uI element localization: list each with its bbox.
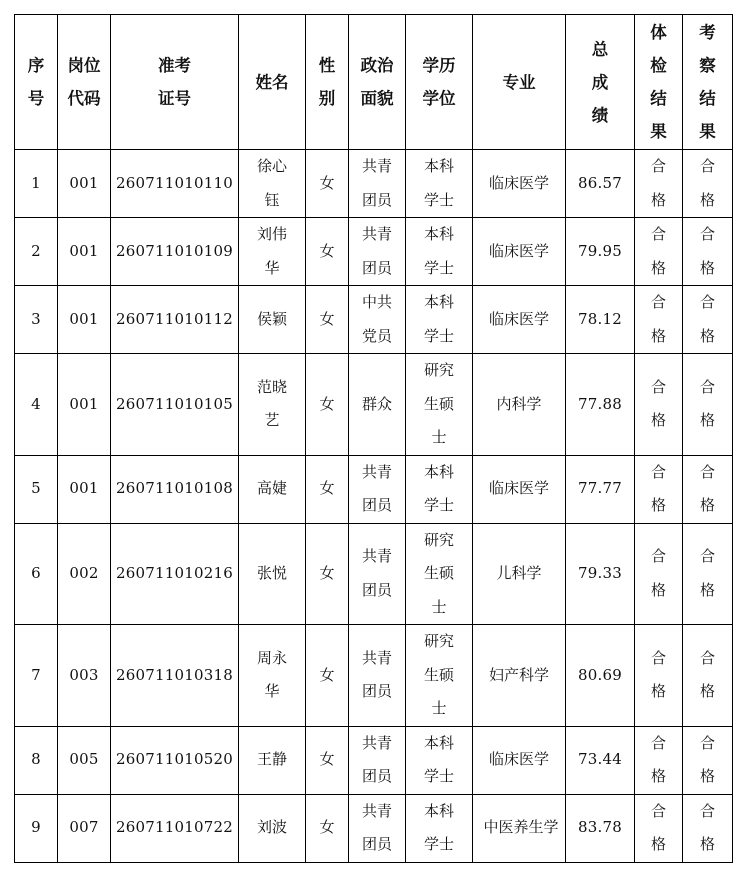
cell-name: 张悦 (239, 523, 306, 625)
cell-physical: 合格 (635, 794, 683, 862)
table-row (15, 354, 733, 456)
cell-post-code: 001 (58, 455, 111, 523)
cell-seq: 1 (15, 150, 58, 218)
cell-score: 79.95 (566, 218, 635, 286)
cell-politics: 共青团员 (349, 625, 406, 727)
cell-physical: 合格 (635, 150, 683, 218)
cell-seq: 2 (15, 218, 58, 286)
cell-seq: 7 (15, 625, 58, 727)
cell-name: 刘波 (239, 794, 306, 862)
cell-seq: 9 (15, 794, 58, 862)
cell-major: 临床医学 (473, 218, 566, 286)
cell-politics: 共青团员 (349, 794, 406, 862)
table-row (15, 523, 733, 625)
cell-seq: 5 (15, 455, 58, 523)
cell-score: 80.69 (566, 625, 635, 727)
cell-gender: 女 (306, 354, 349, 456)
cell-physical: 合格 (635, 286, 683, 354)
cell-inspection: 合格 (683, 794, 733, 862)
cell-major: 妇产科学 (473, 625, 566, 727)
cell-gender: 女 (306, 523, 349, 625)
cell-post-code: 001 (58, 218, 111, 286)
cell-exam-no: 260711010110 (111, 150, 239, 218)
header-degree: 学历学位 (406, 15, 473, 150)
table-row (15, 150, 733, 218)
cell-politics: 共青团员 (349, 455, 406, 523)
cell-gender: 女 (306, 455, 349, 523)
cell-major: 临床医学 (473, 455, 566, 523)
cell-politics: 群众 (349, 354, 406, 456)
cell-major: 临床医学 (473, 286, 566, 354)
cell-exam-no: 260711010108 (111, 455, 239, 523)
cell-score: 77.77 (566, 455, 635, 523)
cell-seq: 8 (15, 726, 58, 794)
cell-major: 临床医学 (473, 726, 566, 794)
cell-physical: 合格 (635, 523, 683, 625)
cell-gender: 女 (306, 150, 349, 218)
cell-name: 周永华 (239, 625, 306, 727)
cell-major: 中医养生学 (473, 794, 566, 862)
cell-degree: 本科学士 (406, 218, 473, 286)
cell-score: 86.57 (566, 150, 635, 218)
cell-exam-no: 260711010112 (111, 286, 239, 354)
cell-inspection: 合格 (683, 523, 733, 625)
cell-post-code: 002 (58, 523, 111, 625)
cell-physical: 合格 (635, 726, 683, 794)
cell-major: 儿科学 (473, 523, 566, 625)
cell-inspection: 合格 (683, 354, 733, 456)
header-seq: 序号 (15, 15, 58, 150)
cell-inspection: 合格 (683, 455, 733, 523)
cell-physical: 合格 (635, 455, 683, 523)
table-row (15, 218, 733, 286)
cell-post-code: 007 (58, 794, 111, 862)
cell-gender: 女 (306, 726, 349, 794)
cell-inspection: 合格 (683, 286, 733, 354)
table-row (15, 625, 733, 727)
cell-seq: 4 (15, 354, 58, 456)
cell-score: 79.33 (566, 523, 635, 625)
cell-post-code: 001 (58, 286, 111, 354)
cell-politics: 共青团员 (349, 726, 406, 794)
cell-score: 83.78 (566, 794, 635, 862)
cell-exam-no: 260711010722 (111, 794, 239, 862)
cell-name: 侯颖 (239, 286, 306, 354)
header-major: 专业 (473, 15, 566, 150)
cell-post-code: 005 (58, 726, 111, 794)
header-post-code: 岗位代码 (58, 15, 111, 150)
cell-name: 王静 (239, 726, 306, 794)
cell-exam-no: 260711010109 (111, 218, 239, 286)
cell-gender: 女 (306, 794, 349, 862)
cell-politics: 共青团员 (349, 218, 406, 286)
header-name: 姓名 (239, 15, 306, 150)
cell-major: 内科学 (473, 354, 566, 456)
cell-degree: 本科学士 (406, 150, 473, 218)
table-row (15, 286, 733, 354)
cell-exam-no: 260711010520 (111, 726, 239, 794)
cell-name: 刘伟华 (239, 218, 306, 286)
cell-physical: 合格 (635, 625, 683, 727)
cell-name: 徐心钰 (239, 150, 306, 218)
cell-degree: 研究生硕士 (406, 523, 473, 625)
header-politics: 政治面貌 (349, 15, 406, 150)
table-row (15, 794, 733, 862)
header-gender: 性别 (306, 15, 349, 150)
cell-post-code: 001 (58, 150, 111, 218)
header-physical: 体检结果 (635, 15, 683, 150)
header-inspection: 考察结果 (683, 15, 733, 150)
cell-seq: 6 (15, 523, 58, 625)
cell-exam-no: 260711010105 (111, 354, 239, 456)
cell-inspection: 合格 (683, 726, 733, 794)
cell-score: 73.44 (566, 726, 635, 794)
cell-major: 临床医学 (473, 150, 566, 218)
cell-inspection: 合格 (683, 625, 733, 727)
results-table (14, 14, 733, 863)
cell-seq: 3 (15, 286, 58, 354)
cell-gender: 女 (306, 218, 349, 286)
cell-degree: 本科学士 (406, 794, 473, 862)
table-row (15, 726, 733, 794)
cell-degree: 研究生硕士 (406, 354, 473, 456)
cell-degree: 本科学士 (406, 286, 473, 354)
cell-exam-no: 260711010216 (111, 523, 239, 625)
cell-exam-no: 260711010318 (111, 625, 239, 727)
cell-post-code: 003 (58, 625, 111, 727)
cell-physical: 合格 (635, 218, 683, 286)
header-score: 总成绩 (566, 15, 635, 150)
cell-politics: 共青团员 (349, 523, 406, 625)
header-exam-no: 准考证号 (111, 15, 239, 150)
cell-degree: 本科学士 (406, 726, 473, 794)
cell-physical: 合格 (635, 354, 683, 456)
cell-post-code: 001 (58, 354, 111, 456)
cell-inspection: 合格 (683, 150, 733, 218)
cell-politics: 中共党员 (349, 286, 406, 354)
cell-score: 78.12 (566, 286, 635, 354)
table-header-row (15, 15, 733, 150)
cell-gender: 女 (306, 286, 349, 354)
cell-name: 范晓艺 (239, 354, 306, 456)
table-row (15, 455, 733, 523)
cell-degree: 本科学士 (406, 455, 473, 523)
cell-inspection: 合格 (683, 218, 733, 286)
cell-politics: 共青团员 (349, 150, 406, 218)
cell-gender: 女 (306, 625, 349, 727)
cell-name: 高婕 (239, 455, 306, 523)
cell-degree: 研究生硕士 (406, 625, 473, 727)
cell-score: 77.88 (566, 354, 635, 456)
